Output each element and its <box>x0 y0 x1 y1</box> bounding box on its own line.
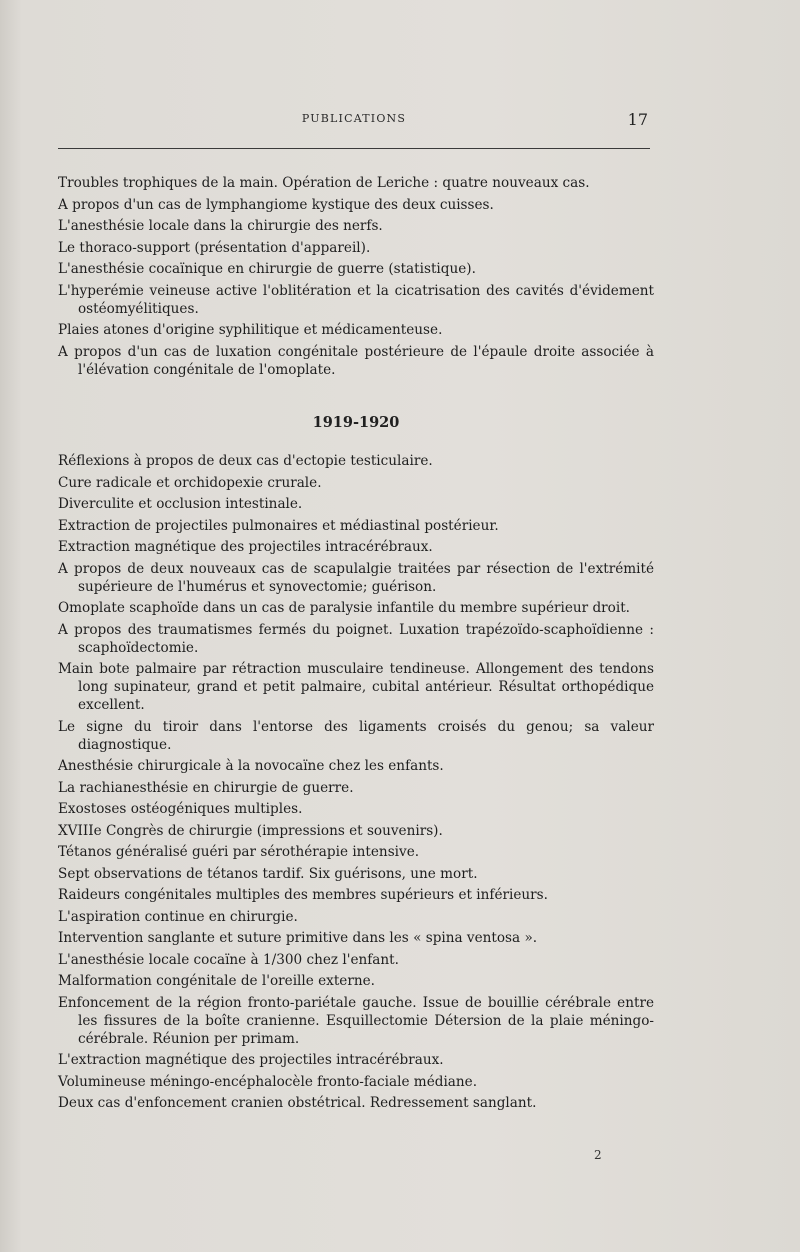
publication-entry: L'anesthésie cocaïnique en chirurgie de guerre (statistique). <box>58 261 476 277</box>
publication-entry: La rachianesthésie en chirurgie de guerre. <box>58 779 354 796</box>
publication-entry: L'hyperémie veineuse active l'oblitération et la cicatrisation des cavités d'évidement ostéomyélitiques. <box>58 282 654 317</box>
publication-entry: Deux cas d'enfoncement cranien obstétrical. Redressement sanglant. <box>58 1095 537 1111</box>
header-rule <box>58 148 650 149</box>
publication-entry: Volumineuse méningo-encéphalocèle fronto-faciale médiane. <box>58 1073 478 1090</box>
publication-entry: Enfoncement de la région fronto-pariétale gauche. Issue de bouillie cérébrale entre les fissures de la boîte cranienne. Esquillectomie Détersion de la plaie méningo-cérébrale. Réunion per primam. <box>58 994 654 1047</box>
publication-entry: L'anesthésie locale cocaïne à 1/300 chez l'enfant. <box>58 951 399 968</box>
publication-entry: A propos d'un cas de luxation congénitale postérieure de l'épaule droite associée à l'élévation congénitale de l'omoplate. <box>58 343 654 378</box>
publication-entry: Sept observations de tétanos tardif. Six guérisons, une mort. <box>58 865 478 882</box>
publication-entry: L'aspiration continue en chirurgie. <box>58 908 298 925</box>
page-number: 17 <box>627 110 648 129</box>
publication-entry: Tétanos généralisé guéri par sérothérapie intensive. <box>58 844 420 860</box>
publication-entry: A propos d'un cas de lymphangiome kystique des deux cuisses. <box>58 196 494 213</box>
publication-entry: L'extraction magnétique des projectiles intracérébraux. <box>58 1052 444 1068</box>
publication-entry: Exostoses ostéogéniques multiples. <box>58 801 303 817</box>
running-head: PUBLICATIONS <box>301 112 407 125</box>
publication-list-before <box>58 174 654 382</box>
publication-entry: Extraction magnétique des projectiles intracérébraux. <box>58 539 433 555</box>
publication-entry: XVIIIe Congrès de chirurgie (impressions et souvenirs). <box>58 822 443 839</box>
publication-entry: Le thoraco-support (présentation d'appareil). <box>58 239 371 256</box>
publication-entry: Main bote palmaire par rétraction musculaire tendineuse. Allongement des tendons long supinateur, grand et petit palmaire, cubital antérieur. Résultat orthopédique excellent. <box>58 661 654 713</box>
publication-entry: Le signe du tiroir dans l'entorse des ligaments croisés du genou; sa valeur diagnostique. <box>58 718 654 753</box>
publication-entry: A propos de deux nouveaux cas de scapulalgie traitées par résection de l'extrémité supérieure de l'humérus et synovectomie; guérison. <box>58 560 654 595</box>
publication-entry: L'anesthésie locale dans la chirurgie des nerfs. <box>58 218 383 234</box>
publication-entry: Extraction de projectiles pulmonaires et médiastinal postérieur. <box>58 517 499 534</box>
publication-entry: Réflexions à propos de deux cas d'ectopie testiculaire. <box>58 453 433 469</box>
publication-entry: Raideurs congénitales multiples des membres supérieurs et inférieurs. <box>58 887 548 903</box>
publication-list-after <box>58 452 654 1116</box>
year-heading: 1919-1920 <box>312 414 400 431</box>
page-header <box>58 110 650 140</box>
publication-entry: Cure radicale et orchidopexie crurale. <box>58 474 322 491</box>
publication-entry: Diverculite et occlusion intestinale. <box>58 496 303 512</box>
signature-mark: 2 <box>594 1148 602 1162</box>
publication-entry: Plaies atones d'origine syphilitique et médicamenteuse. <box>58 322 443 338</box>
publication-entry: Intervention sanglante et suture primitive dans les « spina ventosa ». <box>58 930 538 946</box>
publication-entry: Omoplate scaphoïde dans un cas de paralysie infantile du membre supérieur droit. <box>58 600 630 616</box>
publication-entry: A propos des traumatismes fermés du poignet. Luxation trapézoïdo-scaphoïdienne : scaphoïdectomie. <box>58 621 654 656</box>
publication-entry: Anesthésie chirurgicale à la novocaïne chez les enfants. <box>58 758 444 774</box>
publication-entry: Troubles trophiques de la main. Opération de Leriche : quatre nouveaux cas. <box>58 175 590 191</box>
publication-entry: Malformation congénitale de l'oreille externe. <box>58 973 375 989</box>
